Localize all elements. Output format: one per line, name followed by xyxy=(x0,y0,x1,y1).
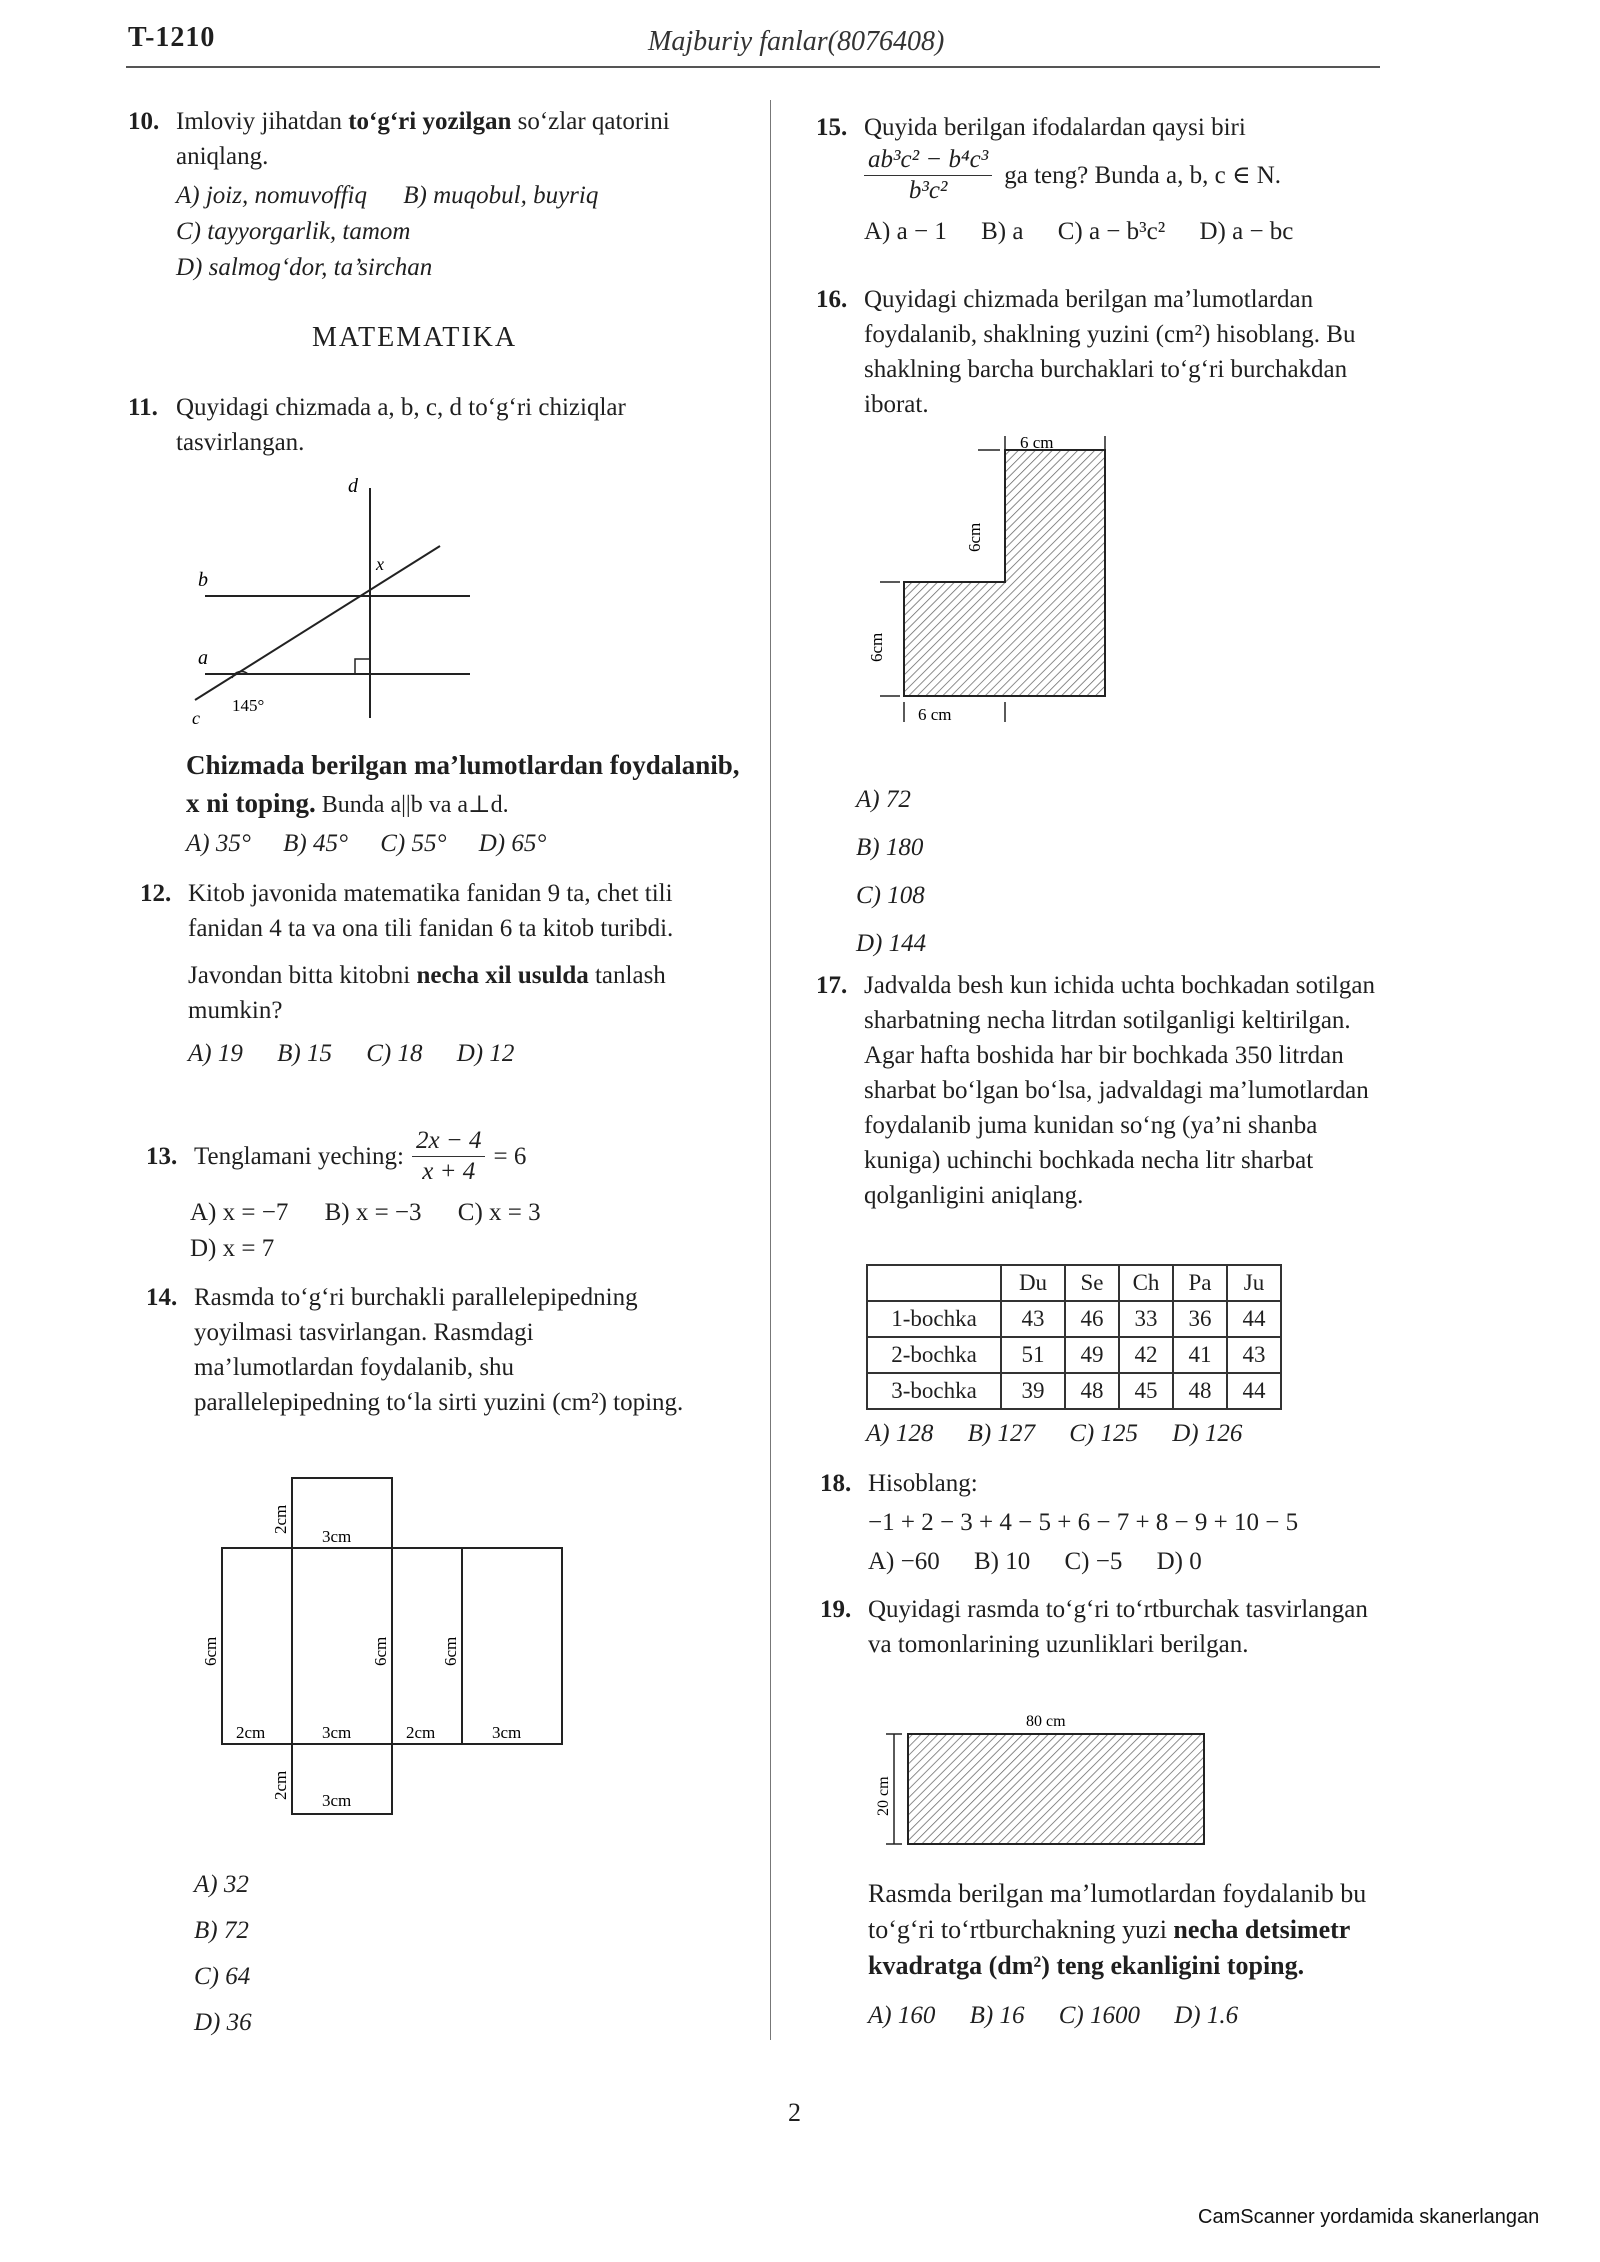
question-text: Quyidagi rasmda to‘g‘ri to‘rtburchak tasvirlangan va tomonlarining uzunliklari berilgan. xyxy=(868,1596,1368,1658)
dim-top: 80 cm xyxy=(1026,1713,1066,1730)
option-b[interactable]: B) 72 xyxy=(194,1917,249,1944)
option-b[interactable]: B) a xyxy=(981,218,1024,245)
question-number: 19. xyxy=(820,1596,852,1623)
option-c[interactable]: C) 108 xyxy=(856,882,925,909)
label-b: b xyxy=(198,569,208,591)
question-text: Quyida berilgan ifodalardan qaysi biri xyxy=(864,114,1246,141)
question-number: 14. xyxy=(146,1284,178,1311)
sales-table xyxy=(866,1264,1282,1410)
question-number: 10. xyxy=(128,108,160,135)
question-11-task: Chizmada berilgan ma’lumotlardan foydalanib, x ni toping. Bunda a||b va a⊥d. xyxy=(186,750,740,818)
label-x: x xyxy=(376,554,384,574)
option-c[interactable]: C) −5 xyxy=(1064,1548,1123,1575)
option-d[interactable]: D) 0 xyxy=(1156,1548,1202,1575)
svg-text:3cm: 3cm xyxy=(492,1723,522,1742)
question-19-options xyxy=(868,1998,1238,2034)
question-number: 13. xyxy=(146,1143,178,1170)
net-face-left xyxy=(222,1548,292,1744)
question-number: 12. xyxy=(140,880,172,907)
svg-text:2cm: 2cm xyxy=(271,1504,290,1534)
question-12 xyxy=(140,876,760,1072)
question-13 xyxy=(146,1126,766,1267)
scanner-footer: CamScanner yordamida skanerlangan xyxy=(1198,2206,1540,2228)
option-a[interactable]: A) x = −7 xyxy=(190,1199,289,1226)
option-c[interactable]: C) x = 3 xyxy=(457,1199,541,1226)
question-text: Tenglamani yeching: xyxy=(194,1143,404,1170)
question-text: Rasmda to‘g‘ri burchakli parallelepipedning yoyilmasi tasvirlangan. Rasmdagi ma’lumotlardan foydalanib, shu parallelepipedning to‘la sirti yuzini (cm²) toping. xyxy=(194,1284,684,1416)
question-text: Kitob javonida matematika fanidan 9 ta, chet tili fanidan 4 ta va ona tili fanidan 6 ta kitob turibdi. xyxy=(188,880,674,942)
svg-text:6cm: 6cm xyxy=(201,1636,220,1666)
question-18 xyxy=(820,1466,1380,1580)
svg-text:2cm: 2cm xyxy=(406,1723,436,1742)
question-19 xyxy=(820,1592,1380,1662)
svg-text:2cm: 2cm xyxy=(271,1770,290,1800)
svg-text:2cm: 2cm xyxy=(236,1723,266,1742)
dim-side: 20 cm xyxy=(875,1776,892,1816)
question-14 xyxy=(146,1280,756,1420)
question-17-options xyxy=(866,1416,1242,1452)
table-row: 2-bochka 51 49 42 41 43 xyxy=(867,1337,1281,1373)
question-number: 17. xyxy=(816,972,848,999)
equation-rhs: = 6 xyxy=(493,1143,527,1170)
header-divider xyxy=(126,66,1380,68)
question-11-options xyxy=(186,826,546,862)
label-a: a xyxy=(198,647,208,669)
option-c[interactable]: C) 55° xyxy=(380,830,447,857)
dim-top: 6 cm xyxy=(1020,433,1054,452)
svg-text:3cm: 3cm xyxy=(322,1527,352,1546)
option-c[interactable]: C) 125 xyxy=(1069,1420,1138,1447)
l-shape xyxy=(904,450,1105,696)
rectangle-diagram xyxy=(864,1706,1214,1856)
option-d[interactable]: D) 36 xyxy=(194,2009,252,2036)
option-c[interactable]: C) 1600 xyxy=(1058,2002,1140,2029)
table-row: 3-bochka 39 48 45 48 44 xyxy=(867,1373,1281,1409)
svg-text:3cm: 3cm xyxy=(322,1723,352,1742)
option-d[interactable]: D) 144 xyxy=(856,930,927,957)
option-a[interactable]: A) a − 1 xyxy=(864,218,947,245)
question-text: Quyidagi chizmada berilgan ma’lumotlardan foydalanib, shaklning yuzini (cm²) hisoblang. Bu shaklning barcha burchaklari to‘g‘ri burchakdan iborat. xyxy=(864,286,1356,418)
net-face-back xyxy=(462,1548,562,1744)
option-d[interactable]: D) 1.6 xyxy=(1174,2002,1239,2029)
expression-fraction: $\frac{\text{ab³c² − b⁴c³}}{\text{b³c²}}$ xyxy=(864,145,992,206)
option-a[interactable]: A) 19 xyxy=(188,1040,243,1067)
option-b[interactable]: B) 180 xyxy=(856,834,924,861)
option-c[interactable]: C) a − b³c² xyxy=(1057,218,1166,245)
option-a[interactable]: A) −60 xyxy=(868,1548,940,1575)
option-b[interactable]: B) 15 xyxy=(277,1040,332,1067)
page-number: 2 xyxy=(788,2098,801,2127)
option-b[interactable]: B) 10 xyxy=(973,1548,1031,1575)
l-shape-diagram xyxy=(860,430,1120,740)
question-19-task: Rasmda berilgan ma’lumotlardan foydalanib bu to‘g‘ri to‘rtburchakning yuzi necha detsimetr kvadratga (dm²) teng ekanligini toping. xyxy=(868,1879,1367,1980)
option-d[interactable]: D) a − bc xyxy=(1199,218,1294,245)
option-b[interactable]: B) 45° xyxy=(283,830,348,857)
option-c[interactable]: C) 64 xyxy=(194,1963,251,1990)
label-d: d xyxy=(348,478,358,497)
column-divider xyxy=(770,100,771,2040)
question-16-options xyxy=(856,776,926,968)
option-a[interactable]: A) 35° xyxy=(186,830,251,857)
question-15 xyxy=(816,110,1376,250)
option-b[interactable]: B) x = −3 xyxy=(324,1199,422,1226)
svg-text:3cm: 3cm xyxy=(322,1791,352,1810)
question-17 xyxy=(816,968,1386,1213)
table-row: 1-bochka 43 46 33 36 44 xyxy=(867,1301,1281,1337)
dim-bottom: 6 cm xyxy=(918,705,952,724)
question-number: 11. xyxy=(128,394,158,421)
option-a[interactable]: A) 128 xyxy=(866,1420,934,1447)
svg-text:6cm: 6cm xyxy=(441,1636,460,1666)
question-16 xyxy=(816,282,1376,422)
right-angle-mark xyxy=(355,659,370,674)
expression: −1 + 2 − 3 + 4 − 5 + 6 − 7 + 8 − 9 + 10 − 5 xyxy=(868,1509,1299,1536)
option-c[interactable]: C) 18 xyxy=(366,1040,423,1067)
option-a[interactable]: A) 32 xyxy=(194,1871,249,1898)
section-title: MATEMATIKA xyxy=(312,322,518,353)
lines-diagram xyxy=(180,478,500,728)
test-code: T-1210 xyxy=(128,22,216,53)
label-angle: 145° xyxy=(232,696,265,715)
question-14-options xyxy=(194,1862,252,2046)
option-b[interactable]: B) muqobul, buyriq xyxy=(403,182,599,209)
option-a[interactable]: A) 160 xyxy=(868,2002,936,2029)
net-diagram xyxy=(200,1470,580,1820)
question-text: Hisoblang: xyxy=(868,1470,978,1497)
question-11 xyxy=(128,390,748,460)
option-d[interactable]: D) x = 7 xyxy=(190,1235,275,1262)
question-text: Imloviy jihatdan to‘g‘ri yozilgan so‘zlar qatorini aniqlang. xyxy=(176,108,670,170)
option-b[interactable]: B) 127 xyxy=(967,1420,1035,1447)
option-a[interactable]: A) joiz, nomuvoffiq xyxy=(176,182,367,209)
equation-fraction: $\frac{2x - 4}{x + 4}$ xyxy=(412,1126,485,1187)
question-text-cont: ga teng? Bunda a, b, c ∈ N. xyxy=(1004,162,1282,189)
option-b[interactable]: B) 16 xyxy=(969,2002,1025,2029)
label-c: c xyxy=(192,708,200,728)
option-d[interactable]: D) salmog‘dor, ta’sirchan xyxy=(176,254,433,281)
svg-text:6cm: 6cm xyxy=(371,1636,390,1666)
question-number: 15. xyxy=(816,114,848,141)
question-10 xyxy=(128,104,748,286)
table-header-row: Du Se Ch Pa Ju xyxy=(867,1265,1281,1301)
option-a[interactable]: A) 72 xyxy=(856,786,911,813)
option-d[interactable]: D) 126 xyxy=(1172,1420,1243,1447)
rectangle xyxy=(908,1734,1204,1844)
question-number: 18. xyxy=(820,1470,852,1497)
option-d[interactable]: D) 65° xyxy=(478,830,547,857)
subject-title: Majburiy fanlar(8076408) xyxy=(648,26,945,57)
question-text: Jadvalda besh kun ichida uchta bochkadan sotilgan sharbatning necha litrdan sotilganligi keltirilgan. Agar hafta boshida har bir bochkada 350 litrdan sharbat bo‘lgan bo‘lsa, jadvaldagi ma’lumotlardan foydalanib juma kunidan so‘ng (ya’ni shanba kuniga) uchinchi bochkada necha litr sharbat qolganligini aniqlang. xyxy=(864,972,1375,1209)
dim-lower-left: 6cm xyxy=(867,632,886,662)
question-12-subtext: Javondan bitta kitobni necha xil usulda tanlash mumkin? xyxy=(188,962,666,1024)
dim-upper-left: 6cm xyxy=(965,522,984,552)
question-text: Quyidagi chizmada a, b, c, d to‘g‘ri chiziqlar tasvirlangan. xyxy=(176,394,626,456)
option-c[interactable]: C) tayyorgarlik, tamom xyxy=(176,218,411,245)
option-d[interactable]: D) 12 xyxy=(456,1040,515,1067)
question-number: 16. xyxy=(816,286,848,313)
